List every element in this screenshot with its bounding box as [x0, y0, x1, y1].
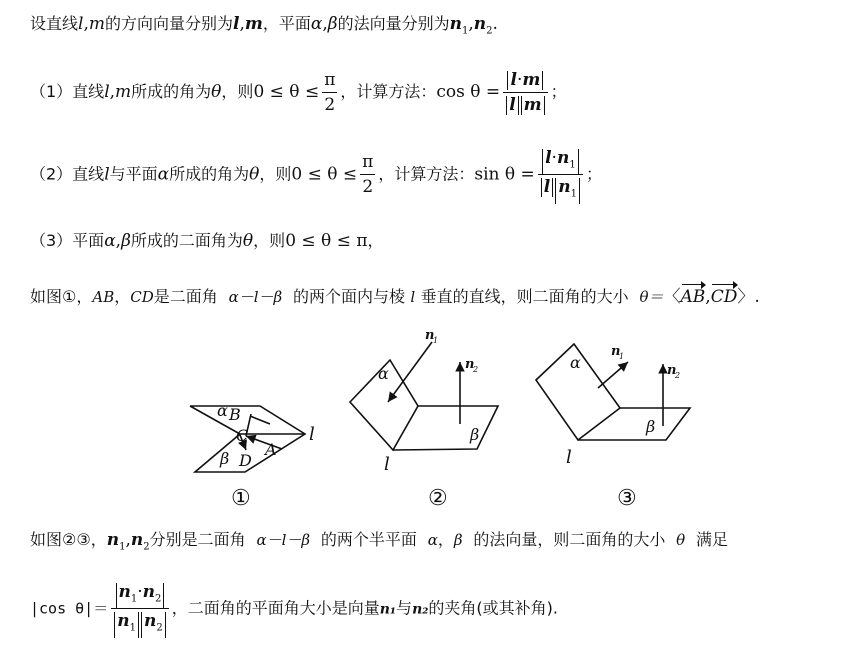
abs: [541, 178, 553, 197]
f2-n2: n: [465, 357, 475, 372]
dot: ·: [137, 582, 143, 602]
f3-l: l: [566, 447, 572, 468]
sub: 2: [143, 541, 150, 553]
sin-fraction: [538, 146, 583, 204]
abs: [506, 96, 518, 115]
sep: ，: [114, 287, 131, 306]
var-beta: β: [121, 231, 131, 251]
f2-l: l: [384, 454, 390, 475]
vec-cd: CD: [710, 287, 738, 307]
sub: 1: [129, 622, 136, 634]
sep: ,: [322, 14, 328, 34]
f3-n2-sub: 2: [675, 371, 681, 380]
inequality: 0 ≤ θ ≤: [291, 164, 358, 185]
vec-n1: n: [558, 177, 571, 198]
vec-n1: n: [556, 148, 570, 168]
intro-line: [30, 13, 498, 42]
figure-2-labels: [378, 328, 479, 475]
label: （2）直线: [30, 164, 105, 184]
text: 的法向量分别为: [337, 14, 450, 33]
text: 所成的角为: [169, 164, 250, 184]
inequality: 0 ≤ θ ≤: [253, 82, 320, 102]
sub: 2: [486, 25, 493, 37]
text: 的两个面内与棱: [293, 287, 406, 306]
pi-over-2: [360, 150, 375, 199]
dot: ·: [516, 70, 523, 90]
vec-l: l: [509, 95, 516, 115]
text: ，平面: [262, 14, 311, 33]
text: ，则: [259, 164, 292, 184]
end: .: [754, 287, 760, 307]
sub: 2: [155, 593, 162, 605]
vec-m: m: [244, 14, 263, 34]
final-line: [30, 580, 558, 638]
vec-n2: n₂: [412, 601, 429, 618]
sub: 1: [462, 25, 469, 37]
f2-n2-sub: 2: [473, 365, 479, 374]
den: [111, 609, 169, 637]
vec-n2: n: [142, 582, 156, 602]
abs: [116, 583, 165, 608]
text: ，计算方法：: [340, 82, 437, 101]
abs: [141, 612, 166, 637]
figure-intro-line: [30, 286, 760, 308]
f1-alpha: α: [217, 401, 228, 420]
cos-abs: |cos θ|＝: [30, 599, 109, 618]
f1-beta: β: [220, 449, 230, 468]
f1-l: l: [309, 424, 315, 445]
var-m: m: [115, 82, 132, 102]
vec-l: l: [233, 14, 240, 34]
f3-n1-sub: 1: [619, 352, 625, 361]
var-alpha: α: [427, 531, 438, 549]
text: 与平面: [109, 164, 158, 184]
vec-n1: n: [449, 14, 462, 34]
dihedral: α－l－β: [228, 288, 283, 306]
dot: ·: [551, 148, 557, 168]
label: （1）直线: [30, 82, 105, 101]
var-l: l: [78, 14, 84, 34]
figure-1-labels: [217, 401, 315, 470]
f2-n1-sub: 1: [433, 336, 439, 345]
num: π: [360, 150, 375, 175]
num: [111, 580, 169, 609]
label: （3）平面: [30, 231, 105, 250]
f1-C: C: [236, 426, 249, 445]
var-beta: β: [327, 14, 338, 34]
sub: 1: [119, 541, 126, 553]
text: ，计算方法：: [378, 164, 475, 184]
text: 如图②③，: [30, 530, 107, 549]
text: 的法向量，则二面角的大小: [473, 530, 666, 549]
var-m: m: [88, 14, 105, 34]
text: ，则: [253, 231, 286, 250]
f1-B: B: [229, 405, 241, 424]
sep: ,: [125, 530, 131, 550]
seg-cd: CD: [130, 288, 154, 306]
f3-n2: n: [667, 363, 677, 378]
item3-line: [30, 230, 384, 252]
var-l: l: [104, 82, 110, 102]
rangle: 〉: [737, 287, 755, 307]
var-l: l: [104, 164, 110, 185]
var-alpha: α: [104, 231, 116, 251]
f2-alpha: α: [378, 364, 389, 383]
vec-l: l: [510, 70, 517, 90]
text: 所成的角为: [131, 82, 212, 101]
text: 是二面角: [153, 287, 218, 306]
theta-eq: θ＝: [639, 288, 664, 306]
vec-n1: n: [106, 530, 120, 550]
end: .: [492, 14, 498, 34]
num: π: [322, 68, 337, 93]
vec-n2: n: [473, 14, 487, 34]
text: 的两个半平面: [320, 530, 417, 549]
num: [538, 146, 583, 175]
seg-ab: AB: [92, 288, 115, 306]
vec-l: l: [545, 148, 552, 168]
vec-n2: n: [130, 530, 144, 550]
sin-eq: sin θ =: [474, 164, 535, 185]
vec-ab: AB: [680, 287, 706, 307]
text: 与: [396, 598, 413, 618]
sub: 1: [569, 159, 576, 171]
theta: θ: [249, 164, 260, 185]
edge-l: l: [410, 288, 416, 306]
var-alpha: α: [310, 14, 323, 34]
vec-n1: n: [118, 582, 131, 602]
inequality: 0 ≤ θ ≤ π: [285, 231, 368, 251]
f1-D: D: [239, 451, 252, 470]
sub: 1: [570, 188, 577, 200]
figure-1-number: ①: [231, 486, 251, 511]
item1-line: [30, 66, 567, 118]
text: 如图①，: [30, 287, 93, 306]
para23-line: [30, 529, 728, 558]
figure-2-number: ②: [428, 486, 448, 511]
abs: [555, 178, 580, 203]
text: 的方向向量分别为: [104, 14, 233, 33]
f2-beta: β: [470, 425, 480, 444]
vec-n2: n: [143, 611, 157, 632]
f3-n1: n: [611, 344, 621, 359]
den: [538, 175, 583, 203]
f2-n1: n: [425, 328, 435, 343]
sep: ,: [705, 287, 711, 307]
text: ，则: [221, 82, 254, 101]
num: [503, 68, 547, 93]
var-alpha: α: [157, 164, 170, 185]
final-fraction: [111, 580, 169, 638]
f1-A: A: [265, 440, 277, 459]
den: 2: [324, 95, 336, 115]
vec-l: l: [543, 177, 551, 198]
vec-m: m: [522, 70, 541, 90]
figures: [0, 322, 860, 522]
vec-n1: n: [117, 611, 130, 632]
dihedral: α－l－β: [256, 531, 311, 549]
den: 2: [362, 177, 374, 198]
text: ，二面角的平面角大小是向量: [171, 598, 380, 618]
text: 分别是二面角: [149, 530, 246, 549]
f3-beta: β: [646, 417, 656, 436]
end: ，: [367, 231, 384, 250]
sep: ,: [109, 82, 116, 102]
cos-fraction: [503, 68, 547, 117]
theta: θ: [242, 231, 254, 251]
sep: ,: [239, 14, 245, 34]
f3-alpha: α: [570, 353, 581, 372]
figure-3-number: ③: [617, 486, 637, 511]
vec-m: m: [523, 95, 542, 115]
den: [503, 93, 547, 117]
abs: [507, 71, 543, 90]
end: ；: [550, 82, 567, 101]
item2-line: [30, 146, 602, 204]
var-beta: β: [453, 531, 463, 549]
end: ；: [586, 164, 603, 184]
text: 设直线: [30, 14, 79, 33]
cos-eq: cos θ =: [436, 82, 501, 102]
sep: ,: [115, 231, 122, 251]
sub: 2: [156, 622, 163, 634]
langle: 〈: [663, 287, 681, 307]
text: 的夹角(或其补角).: [428, 598, 558, 618]
abs: [542, 149, 579, 174]
sep: ,: [468, 14, 474, 34]
theta: θ: [676, 531, 686, 549]
sub: 1: [130, 593, 138, 605]
vec-n1: n₁: [379, 601, 397, 618]
abs: [114, 612, 139, 637]
text: 所成的二面角为: [130, 231, 243, 250]
pi-over-2: [322, 68, 337, 117]
abs: [521, 96, 545, 115]
theta: θ: [211, 82, 222, 102]
sep: ，: [437, 530, 454, 549]
sep: ,: [83, 14, 89, 34]
text: 满足: [696, 530, 729, 549]
text: 垂直的直线，则二面角的大小: [420, 287, 629, 306]
